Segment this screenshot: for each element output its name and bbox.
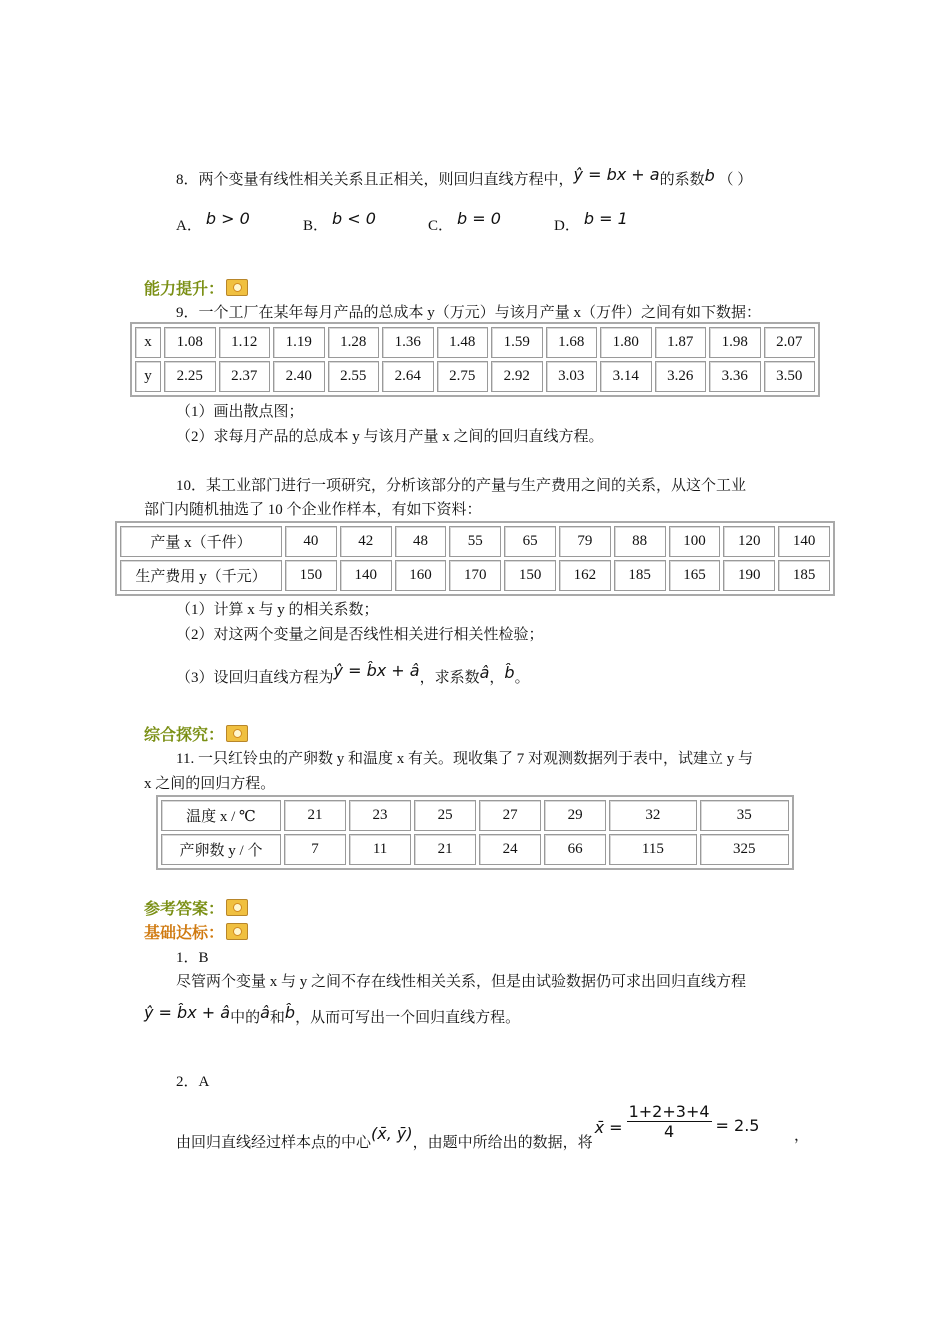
table-cell: 1.19: [273, 327, 325, 358]
table-cell: 2.07: [764, 327, 816, 358]
ans2-center: (x̄, ȳ): [371, 1123, 413, 1143]
table-cell: 2.37: [219, 361, 271, 392]
option-math: b = 1: [583, 209, 628, 228]
section-answers-heading: [144, 896, 248, 919]
option-math: b < 0: [332, 209, 376, 228]
table-cell: 7: [284, 834, 346, 865]
table-header-cell: 产卵数 y / 个: [161, 834, 281, 865]
section-ability-heading: [144, 276, 248, 299]
q8-formula: ŷ = bx + a: [573, 165, 660, 184]
q10-sub1: （1）计算 x 与 y 的相关系数；: [176, 602, 379, 618]
table-cell: 140: [778, 526, 830, 557]
table-cell: 150: [504, 560, 556, 591]
option-label: D．: [554, 218, 580, 234]
table-cell: 23: [349, 800, 411, 831]
table-cell: 1.28: [328, 327, 380, 358]
q9-text: 9．一个工厂在某年每月产品的总成本 y（万元）与该月产量 x（万件）之间有如下数据：: [176, 305, 762, 321]
table-cell: 115: [609, 834, 696, 865]
q9-sub2: （2）求每月产品的总成本 y 与该月产量 x 之间的回归直线方程。: [176, 429, 604, 445]
ans1-mid1: 中的: [230, 1010, 261, 1026]
ans1-formula: ŷ = b̂x + â: [144, 1003, 231, 1022]
table-header-cell: x: [135, 327, 161, 358]
ans1-line1: 尽管两个变量 x 与 y 之间不存在线性相关关系，但是由试验数据仍可求出回归直线方程: [176, 974, 747, 990]
q10-sub3: [176, 661, 530, 687]
ans2-label: 2．A: [176, 1074, 210, 1090]
table-cell: 2.64: [382, 361, 434, 392]
q11-line1: 11. 一只红铃虫的产卵数 y 和温度 x 有关。现收集了 7 对观测数据列于表中，试建立 y 与: [176, 751, 753, 767]
q8-option-c[interactable]: [428, 209, 501, 235]
q10-line1: 10．某工业部门进行一项研究，分析该部分的产量与生产费用之间的关系，从这个工业: [176, 478, 747, 494]
table-cell: 40: [285, 526, 337, 557]
table-cell: 2.92: [491, 361, 543, 392]
table-cell: 140: [340, 560, 392, 591]
table-row: [120, 560, 830, 591]
table-cell: 2.25: [164, 361, 216, 392]
table-cell: 48: [395, 526, 447, 557]
folder-icon: [226, 923, 248, 940]
ans2-text: 由回归直线经过样本点的中心: [176, 1134, 372, 1151]
q8-option-a[interactable]: [176, 209, 250, 235]
ans2-end: ，: [794, 1128, 810, 1144]
section-answers-label: 参考答案：: [144, 899, 225, 918]
section-basic-heading: [144, 920, 248, 943]
folder-icon: [226, 899, 248, 916]
q8-text: 8．两个变量有线性相关关系且正相关，则回归直线方程中，: [176, 172, 574, 188]
q10-table: [115, 521, 835, 596]
q10-line2: 部门内随机抽选了 10 个企业作样本，有如下资料：: [144, 502, 482, 518]
section-synth-heading: [144, 722, 248, 745]
table-cell: 170: [449, 560, 501, 591]
table-cell: 1.98: [709, 327, 761, 358]
q8-paren: （ ）: [718, 172, 753, 188]
table-cell: 25: [414, 800, 476, 831]
table-cell: 1.12: [219, 327, 271, 358]
table-row: [161, 800, 789, 831]
table-cell: 42: [340, 526, 392, 557]
table-cell: 1.87: [655, 327, 707, 358]
table-cell: 65: [504, 526, 556, 557]
q10-sub3-text: （3）设回归直线方程为: [176, 670, 334, 686]
table-header-cell: 产量 x（千件）: [120, 526, 282, 557]
table-cell: 3.14: [600, 361, 652, 392]
ans1-bhat: b̂: [284, 1003, 296, 1022]
ans2-text-b: ，由题中所给出的数据，将: [412, 1134, 593, 1151]
table-cell: 27: [479, 800, 541, 831]
table-row: [120, 526, 830, 557]
ans2-result: = 2.5: [715, 1115, 760, 1135]
ans1-end: ，从而可写出一个回归直线方程。: [295, 1010, 521, 1026]
q8-option-d[interactable]: [554, 209, 628, 235]
q8-coef: b: [704, 166, 715, 185]
table-cell: 24: [479, 834, 541, 865]
q10-sub3-ahat: â: [479, 663, 490, 682]
table-cell: 11: [349, 834, 411, 865]
table-cell: 325: [700, 834, 789, 865]
table-row: [161, 834, 789, 865]
q10-sub3-bhat: b̂: [504, 663, 515, 682]
table-cell: 3.36: [709, 361, 761, 392]
table-cell: 2.40: [273, 361, 325, 392]
table-cell: 165: [669, 560, 721, 591]
option-label: C．: [428, 218, 454, 234]
table-cell: 32: [609, 800, 696, 831]
section-synth-label: 综合探究：: [144, 725, 225, 744]
ans1-ahat: â: [260, 1003, 270, 1022]
table-cell: 66: [544, 834, 606, 865]
table-cell: 88: [614, 526, 666, 557]
option-math: b > 0: [205, 209, 250, 228]
q9-sub1: （1）画出散点图；: [176, 404, 304, 420]
table-cell: 3.03: [546, 361, 598, 392]
section-ability-label: 能力提升：: [144, 279, 225, 298]
table-cell: 79: [559, 526, 611, 557]
q8-line: [176, 165, 753, 189]
table-cell: 185: [614, 560, 666, 591]
table-cell: 2.75: [437, 361, 489, 392]
table-header-cell: 温度 x / ℃: [161, 800, 281, 831]
table-cell: 1.48: [437, 327, 489, 358]
table-cell: 160: [395, 560, 447, 591]
q10-sub3-text-b: ，求系数: [419, 670, 480, 686]
table-row: [135, 361, 815, 392]
q9-table: [130, 322, 820, 397]
ans1-line2: [144, 1003, 521, 1027]
table-cell: 2.55: [328, 361, 380, 392]
ans1-mid2: 和: [269, 1010, 285, 1026]
ans2-fraction: [627, 1102, 712, 1141]
ans2-denominator: 4: [663, 1122, 675, 1141]
q8-option-b[interactable]: [303, 209, 376, 235]
table-cell: 3.26: [655, 361, 707, 392]
table-header-cell: y: [135, 361, 161, 392]
table-cell: 3.50: [764, 361, 816, 392]
table-cell: 1.36: [382, 327, 434, 358]
table-cell: 1.59: [491, 327, 543, 358]
option-label: A．: [176, 218, 202, 234]
table-cell: 1.08: [164, 327, 216, 358]
table-cell: 29: [544, 800, 606, 831]
folder-icon: [226, 279, 248, 296]
q8-text-b: 的系数: [659, 172, 705, 188]
table-cell: 162: [559, 560, 611, 591]
table-cell: 190: [723, 560, 775, 591]
q10-sub2: （2）对这两个变量之间是否线性相关进行相关性检验；: [176, 627, 544, 643]
ans2-xbar: x̄ =: [594, 1117, 623, 1137]
q10-sub3-end: 。: [514, 670, 530, 686]
q11-table: [156, 795, 794, 870]
table-cell: 55: [449, 526, 501, 557]
table-row: [135, 327, 815, 358]
option-math: b = 0: [457, 209, 501, 228]
ans2-line: [176, 1102, 760, 1151]
table-header-cell: 生产费用 y（千元）: [120, 560, 282, 591]
table-cell: 120: [723, 526, 775, 557]
table-cell: 35: [700, 800, 789, 831]
q10-sub3-sep: ，: [489, 670, 505, 686]
ans1-label: 1．B: [176, 950, 209, 966]
section-basic-label: 基础达标：: [144, 923, 225, 942]
table-cell: 21: [414, 834, 476, 865]
ans2-numerator: 1+2+3+4: [628, 1102, 710, 1121]
table-cell: 150: [285, 560, 337, 591]
q10-sub3-formula: ŷ = b̂x + â: [333, 661, 420, 680]
table-cell: 21: [284, 800, 346, 831]
table-cell: 185: [778, 560, 830, 591]
table-cell: 1.68: [546, 327, 598, 358]
folder-icon: [226, 725, 248, 742]
table-cell: 1.80: [600, 327, 652, 358]
option-label: B．: [303, 218, 329, 234]
q11-line2: x 之间的回归方程。: [144, 776, 276, 792]
table-cell: 100: [669, 526, 721, 557]
